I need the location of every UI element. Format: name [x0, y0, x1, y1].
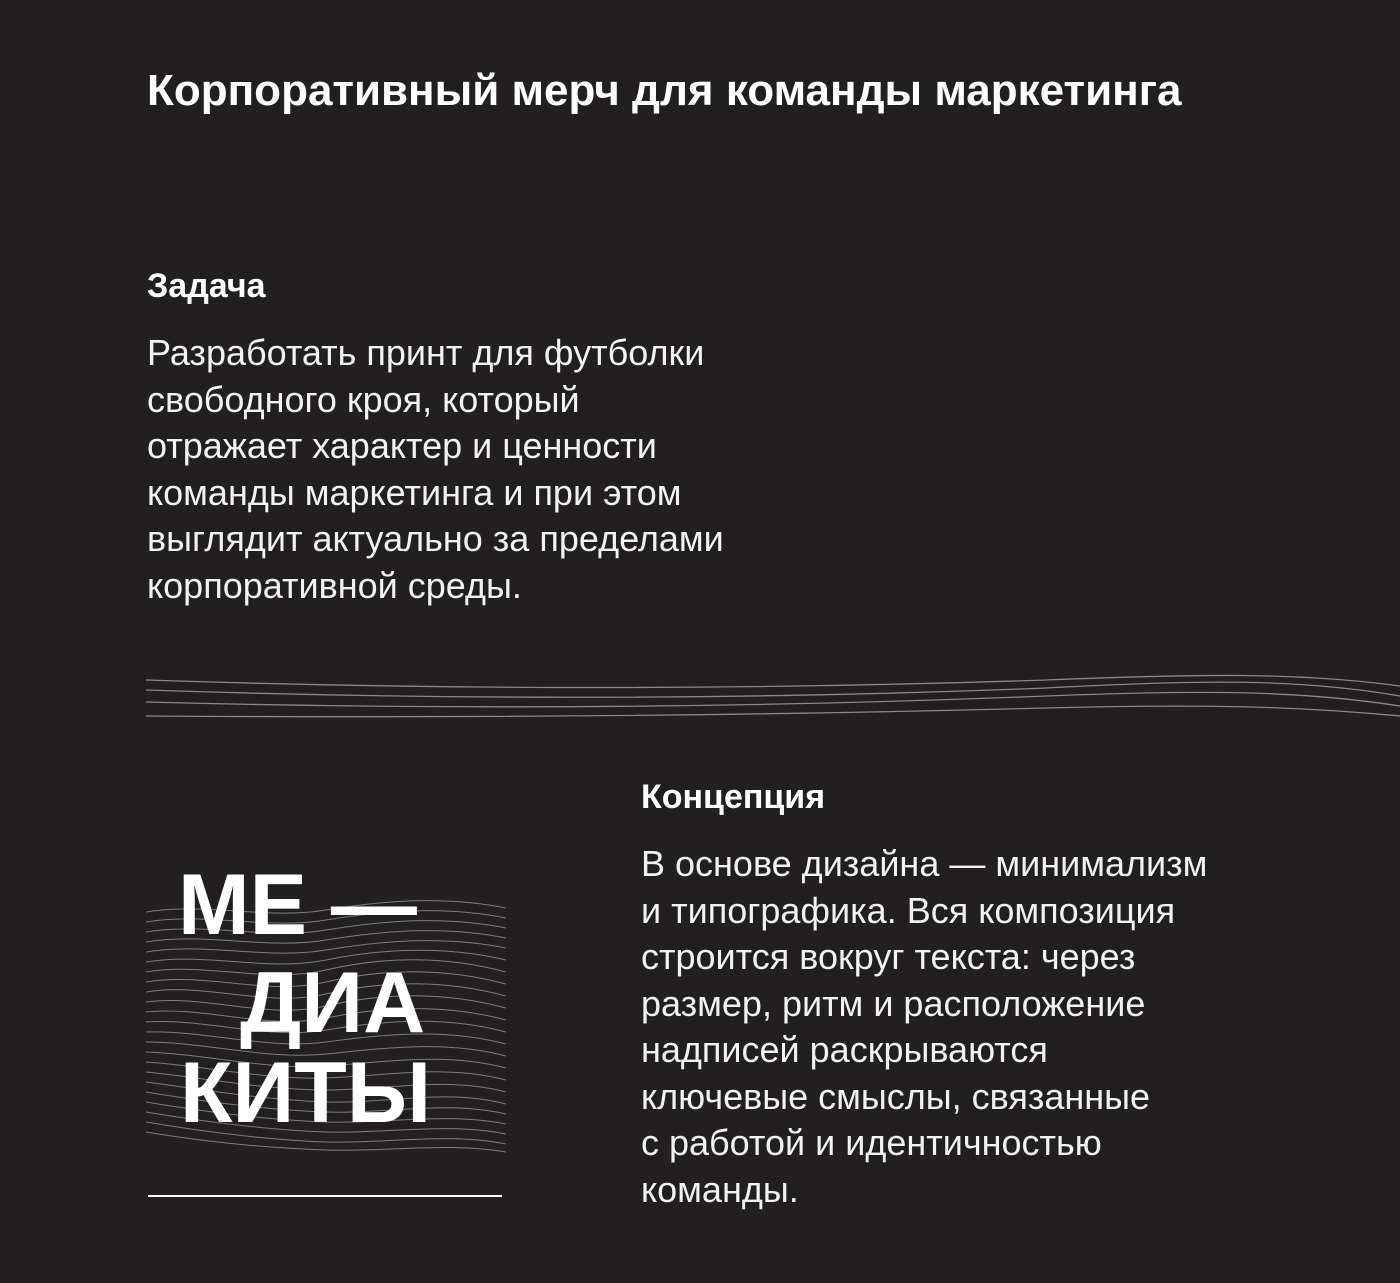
concept-description: [641, 841, 1207, 1213]
task-line: Разработать принт для футболки: [147, 332, 705, 373]
concept-line: с работой и идентичностью: [641, 1122, 1102, 1163]
concept-line: команды.: [641, 1168, 799, 1210]
concept-line: строится вокруг текста: через: [641, 936, 1136, 977]
concept-line: В основе дизайна — минимализм: [641, 843, 1208, 884]
mediakity-logo-artwork: [146, 850, 506, 1205]
page-title: Корпоративный мерч для команды маркетинга: [147, 66, 1182, 115]
concept-line: надписей раскрываются: [641, 1029, 1048, 1070]
logo-line-1: МЕ —: [178, 857, 417, 953]
task-line: отражает характер и ценности: [147, 425, 657, 466]
wave-lines: [146, 675, 1400, 716]
logo-line-2: ДИА: [240, 955, 426, 1051]
concept-line: и типографика. Вся композиция: [641, 889, 1176, 931]
concept-line: размер, ритм и расположение: [641, 982, 1146, 1024]
concept-heading: Концепция: [641, 778, 826, 816]
task-description: [147, 330, 724, 609]
logo-line-3: КИТЫ: [180, 1045, 432, 1141]
task-line: выглядит актуально за пределами: [147, 518, 724, 559]
task-heading: Задача: [147, 267, 266, 305]
task-line: свободного кроя, который: [147, 378, 580, 420]
task-line: команды маркетинга и при этом: [147, 471, 682, 513]
task-line: корпоративной среды.: [147, 564, 522, 606]
wave-divider: [146, 660, 1400, 730]
concept-line: ключевые смыслы, связанные: [641, 1075, 1151, 1117]
